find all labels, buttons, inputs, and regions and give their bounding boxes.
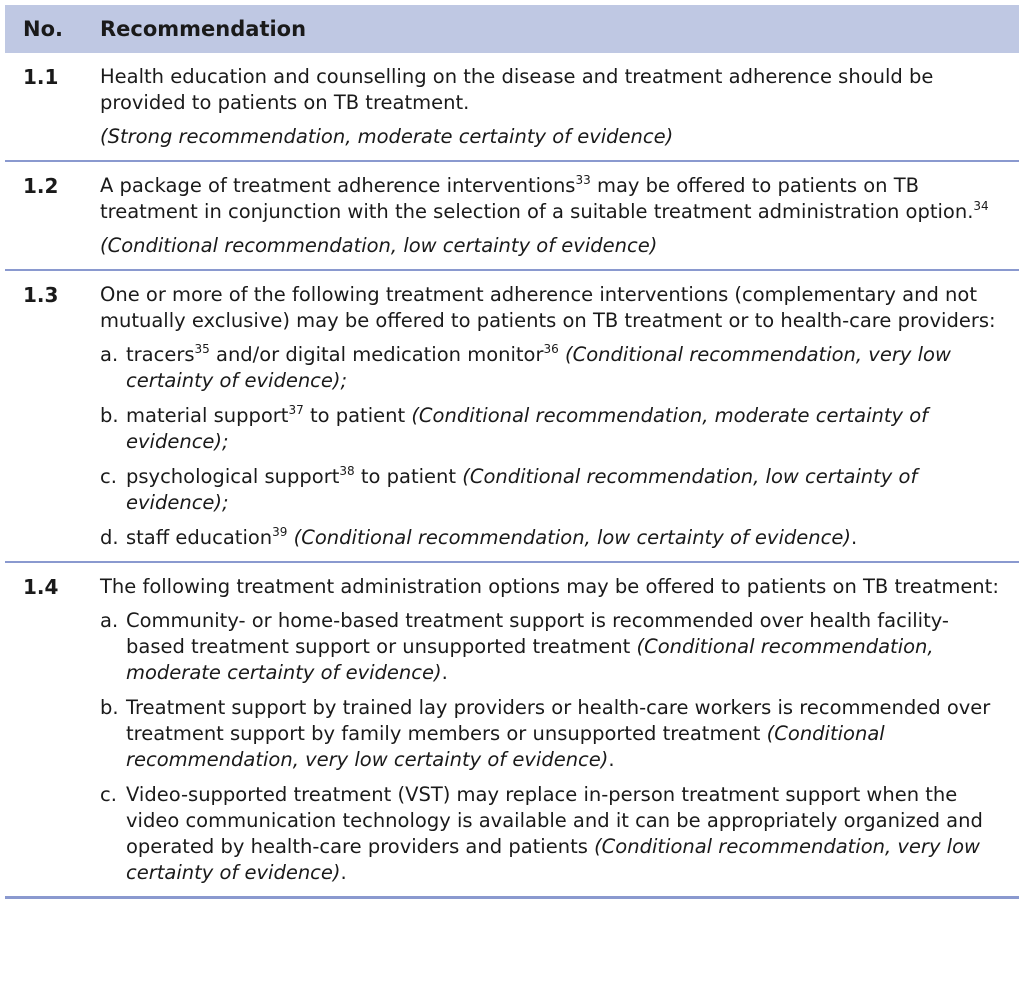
text-part: Treatment support by trained lay providers or health-care workers is recommended over treatment support by family members or unsupported treatment: [126, 696, 991, 745]
table-row: [5, 563, 1019, 899]
list-item: [100, 464, 999, 516]
text-part: material support: [126, 404, 289, 427]
list-item: [100, 403, 999, 455]
recommendation-text: Health education and counselling on the disease and treatment adherence should be provided to patients on TB treatment.: [100, 65, 934, 114]
certainty-note: (Conditional recommendation, moderate certainty of evidence): [126, 635, 934, 684]
footnote-ref: 35: [194, 342, 210, 356]
recommendation-text: [100, 173, 999, 225]
footnote-ref: 36: [543, 342, 559, 356]
list-marker: b.: [100, 696, 119, 719]
row-recommendation: [100, 282, 1019, 551]
text-part: may be offered to patients on TB treatment in conjunction with the selection of a suitable treatment administration option.: [100, 174, 974, 223]
list-item: [100, 525, 999, 551]
certainty-note: (Conditional recommendation, very low certainty of evidence): [126, 835, 980, 884]
certainty-note: (Conditional recommendation, low certainty of evidence): [287, 526, 851, 549]
table-row: [5, 271, 1019, 563]
text-part: psychological support: [126, 465, 340, 488]
item-end: .: [608, 748, 615, 771]
footnote-ref: 33: [575, 173, 591, 187]
footnote-ref: 39: [272, 525, 288, 539]
row-number: 1.4: [23, 575, 59, 599]
recommendations-table: [5, 5, 1019, 899]
text-part: staff education: [126, 526, 273, 549]
recommendation-text: The following treatment administration options may be offered to patients on TB treatment:: [100, 575, 999, 598]
administration-options-list: [100, 608, 999, 886]
row-recommendation: [100, 574, 1019, 886]
row-recommendation: [100, 64, 1019, 150]
list-item-body: [126, 403, 999, 455]
list-item-body: [126, 464, 999, 516]
footnote-ref: 38: [339, 464, 355, 478]
row-number: 1.1: [23, 65, 59, 89]
list-marker: a.: [100, 343, 119, 366]
item-end: ;: [222, 491, 229, 514]
text-part: and/or digital medication monitor: [209, 343, 544, 366]
list-item-body: [126, 608, 999, 686]
list-item-body: [126, 342, 999, 394]
item-end: ;: [222, 430, 229, 453]
certainty-note: (Conditional recommendation, very low certainty of evidence): [126, 722, 885, 771]
list-item: [100, 782, 999, 886]
list-marker: c.: [100, 465, 117, 488]
text-part: to patient: [354, 465, 457, 488]
text-part: A package of treatment adherence interventions: [100, 174, 576, 197]
row-number: 1.3: [23, 283, 59, 307]
item-end: .: [441, 661, 448, 684]
footnote-ref: 37: [288, 403, 304, 417]
certainty-note: (Conditional recommendation, very low certainty of evidence): [126, 343, 951, 392]
list-item-body: [126, 782, 999, 886]
certainty-note: (Conditional recommendation, moderate certainty of evidence): [126, 404, 929, 453]
list-marker: d.: [100, 526, 119, 549]
text-part: tracers: [126, 343, 195, 366]
table-header: [5, 5, 1019, 53]
table-row: [5, 162, 1019, 271]
list-item-body: [126, 525, 999, 551]
certainty-note: (Conditional recommendation, low certainty of evidence): [100, 234, 658, 257]
header-no: No.: [23, 17, 63, 41]
list-marker: a.: [100, 609, 119, 632]
list-marker: b.: [100, 404, 119, 427]
text-part: Community- or home-based treatment support is recommended over health facility-based treatment support or unsupported treatment: [126, 609, 949, 658]
list-item-body: [126, 695, 999, 773]
row-number: 1.2: [23, 174, 59, 198]
text-part: Video-supported treatment (VST) may replace in-person treatment support when the video communication technology is available and it can be appropriately organized and operated by health-care providers and patients: [126, 783, 983, 858]
header-recommendation: Recommendation: [100, 17, 307, 41]
row-recommendation: [100, 173, 1019, 259]
footnote-ref: 34: [973, 199, 989, 213]
intervention-list: [100, 342, 999, 551]
list-item: [100, 342, 999, 394]
list-item: [100, 608, 999, 686]
text-part: to patient: [303, 404, 406, 427]
list-item: [100, 695, 999, 773]
list-marker: c.: [100, 783, 117, 806]
certainty-note: (Conditional recommendation, low certainty of evidence): [126, 465, 918, 514]
item-end: ;: [340, 369, 348, 392]
item-end: .: [340, 861, 347, 884]
recommendation-text: One or more of the following treatment adherence interventions (complementary and not mutually exclusive) may be offered to patients on TB treatment or to health-care providers:: [100, 283, 996, 332]
certainty-note: (Strong recommendation, moderate certainty of evidence): [100, 125, 674, 148]
item-end: .: [850, 526, 858, 549]
table-row: [5, 53, 1019, 162]
